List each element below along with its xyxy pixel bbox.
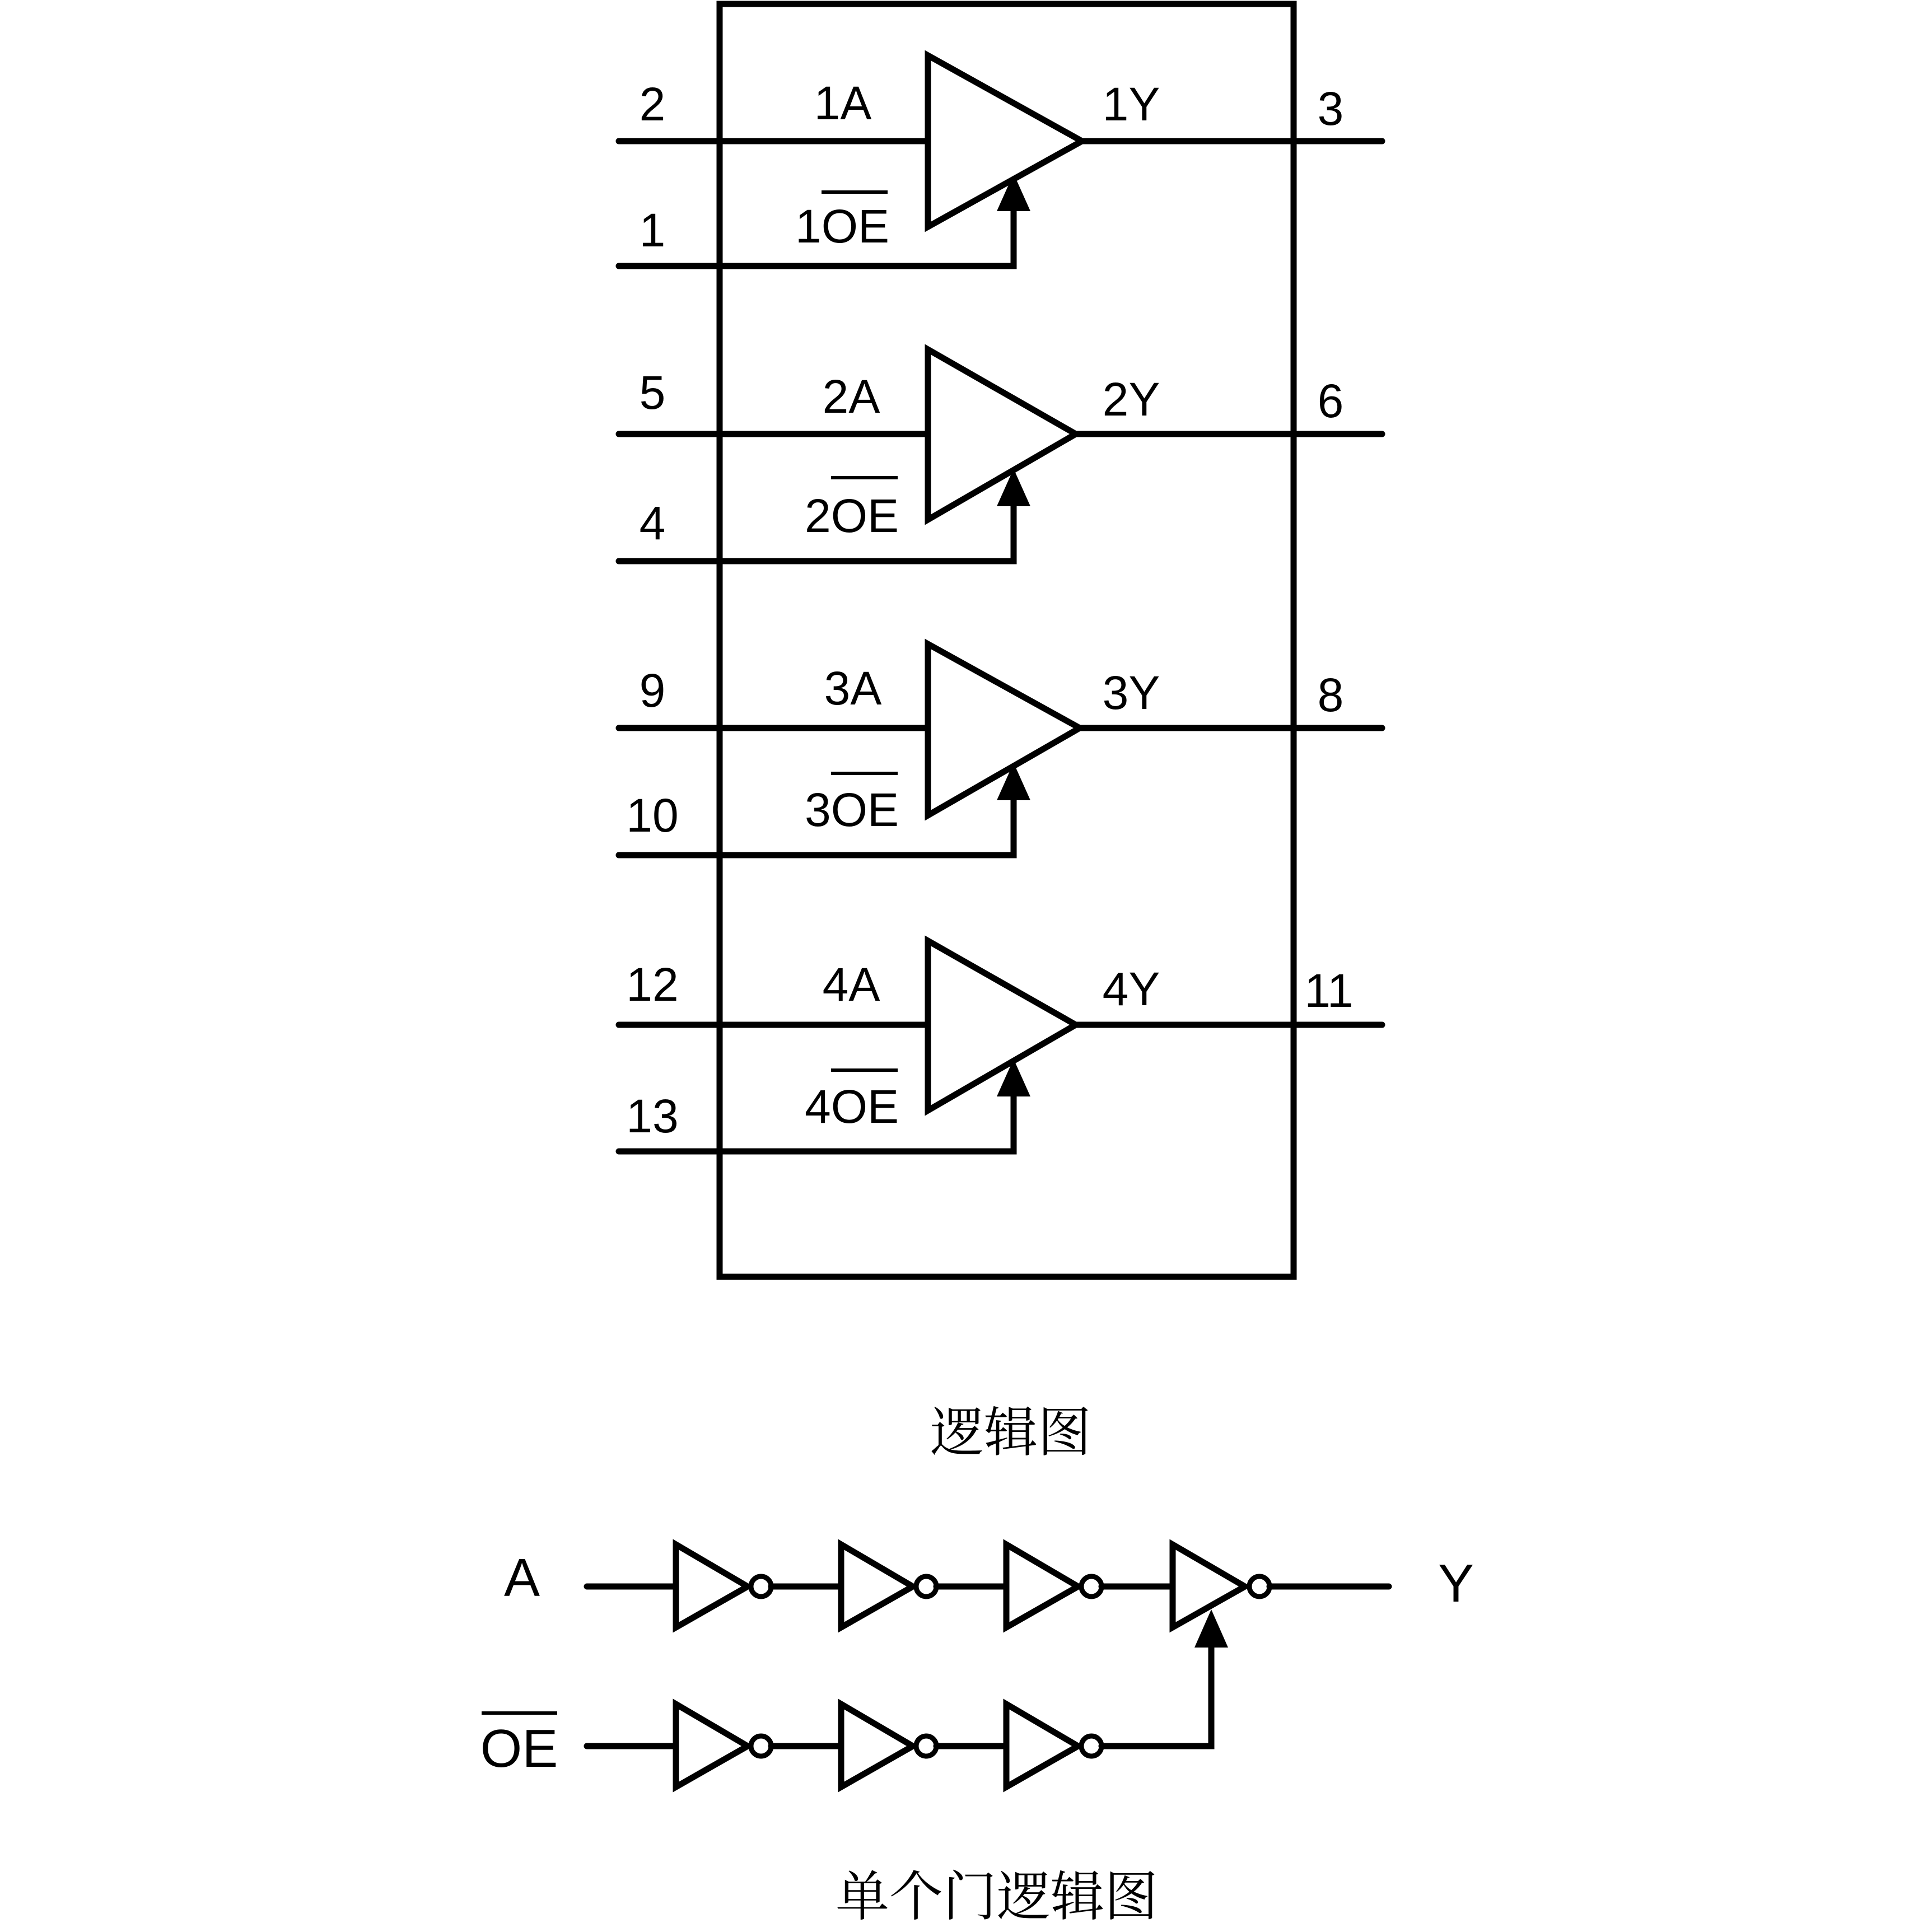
oe-overbar-text: OE: [830, 783, 899, 836]
input-number: 1: [814, 77, 841, 129]
single-gate-caption: 单个门逻辑图: [836, 1865, 1158, 1928]
buffer-gate-3: [619, 644, 1382, 855]
input-label: [824, 662, 882, 715]
inverter-oe3: [1006, 1704, 1078, 1787]
oe-label: [805, 783, 899, 836]
input-a-label: A: [503, 1548, 540, 1608]
single-gate-logic: [480, 1544, 1474, 1787]
oe-overbar-text: OE: [830, 489, 899, 542]
pin-a-number: 5: [639, 366, 666, 419]
oe-number: 1: [795, 200, 822, 253]
oe-label: [795, 200, 889, 253]
output-label: 2Y: [1102, 373, 1160, 426]
pin-y-number: 11: [1304, 964, 1354, 1017]
oe-overbar-text: OE: [821, 200, 890, 253]
input-oe-label: OE: [480, 1719, 558, 1779]
inverter-a2: [841, 1544, 913, 1627]
input-letter: A: [848, 370, 880, 423]
pin-oe-number: 1: [639, 204, 666, 256]
input-letter: A: [850, 662, 882, 715]
pin-a-number: 9: [639, 664, 666, 717]
oe-number: 4: [805, 1080, 831, 1133]
output-y-label: Y: [1438, 1553, 1474, 1613]
inverter-a1: [676, 1544, 748, 1627]
output-label: 3Y: [1102, 666, 1160, 719]
input-label: [823, 370, 880, 423]
logic-diagram-caption: 逻辑图: [930, 1401, 1091, 1464]
inverter-oe1: [676, 1704, 748, 1787]
output-label: 4Y: [1102, 963, 1160, 1015]
inverter-oe2: [841, 1704, 913, 1787]
oe-label: [805, 1080, 899, 1133]
input-letter: A: [840, 77, 872, 129]
pin-y-number: 3: [1317, 82, 1344, 135]
oe-number: 3: [805, 783, 831, 836]
pin-a-number: 12: [626, 958, 679, 1011]
oe-overbar-text: OE: [830, 1080, 899, 1133]
buffer-gate-4: [619, 941, 1382, 1151]
input-number: 3: [824, 662, 851, 715]
buffer-triangle: [928, 349, 1076, 520]
pin-y-number: 8: [1317, 669, 1344, 721]
input-letter: A: [848, 958, 880, 1011]
input-number: 2: [822, 370, 849, 423]
pin-oe-number: 4: [639, 497, 666, 549]
tristate-inverter-output: [1173, 1544, 1245, 1627]
input-label: [823, 958, 880, 1011]
pin-oe-number: 13: [626, 1090, 679, 1142]
pin-oe-number: 10: [626, 789, 679, 842]
buffer-gate-2: [619, 349, 1382, 561]
buffer-triangle: [928, 941, 1076, 1110]
pin-a-number: 2: [639, 78, 666, 130]
oe-enable-wire: [1102, 1645, 1211, 1746]
pin-y-number: 6: [1317, 375, 1344, 427]
output-label: 1Y: [1102, 78, 1160, 130]
oe-number: 2: [805, 489, 831, 542]
input-label: [814, 77, 872, 129]
oe-label: [805, 489, 899, 542]
inverter-a3: [1006, 1544, 1078, 1627]
input-number: 4: [822, 958, 849, 1011]
buffer-gate-1: [619, 55, 1382, 266]
